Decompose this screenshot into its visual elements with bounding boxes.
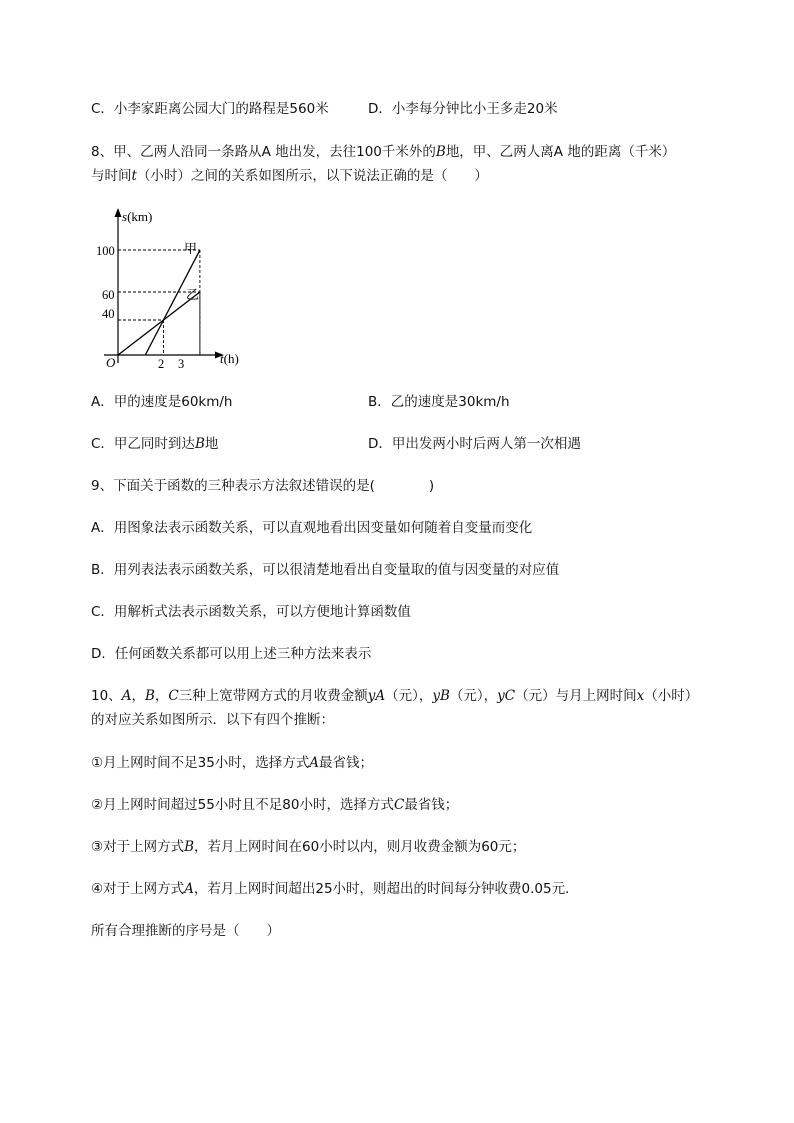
x-axis-label: t(h) <box>220 351 239 366</box>
series-label-yi: 乙 <box>186 288 200 303</box>
q8-var-b: B <box>435 144 446 160</box>
q8-graph <box>90 200 260 375</box>
q10-final-question: 所有合理推断的序号是（ ） <box>91 923 280 939</box>
q8-option-c-text: C．甲乙同时到达 <box>91 436 195 452</box>
q10-inference-1-var: A <box>309 755 320 771</box>
q10-number: 10、 <box>91 688 122 704</box>
q10-var-ya: yA <box>367 688 386 704</box>
q8-option-c-text2: 地 <box>204 436 219 452</box>
q10-var-c: C <box>168 688 179 704</box>
q8-var-t: t <box>131 168 137 184</box>
q10-inference-4-text2: ，若月上网时间超出25小时，则超出的时间每分钟收费0.05元． <box>193 881 579 897</box>
q8-stem2-text2: （小时）之间的关系如图所示，以下说法正确的是（ ） <box>136 168 488 184</box>
q10-stem-text3: （小时） <box>644 688 699 704</box>
q8-stem-line1 <box>91 142 675 162</box>
q10-var-x: x <box>636 688 645 704</box>
q10-inference-4-var: A <box>184 881 194 897</box>
q10-inference-4 <box>91 879 579 899</box>
q8-option-d: D．甲出发两小时后两人第一次相遇 <box>368 436 581 452</box>
q8-option-c-var: B <box>194 436 205 452</box>
y-tick-60: 60 <box>102 288 115 302</box>
q10-inference-2 <box>91 795 458 815</box>
x-tick-2: 2 <box>158 357 165 371</box>
q9-stem: 9、下面关于函数的三种表示方法叙述错误的是( ) <box>91 478 435 494</box>
q10-unit: （元）， <box>449 688 498 704</box>
q7-option-d: D．小李每分钟比小王多走20米 <box>368 101 558 117</box>
q8-stem-line2 <box>91 166 488 186</box>
q10-inference-3-text: ③对于上网方式 <box>91 839 185 855</box>
y-tick-100: 100 <box>96 244 115 258</box>
q7-option-c: C．小李家距离公园大门的路程是560米 <box>91 101 329 117</box>
q10-inference-4-text: ④对于上网方式 <box>91 881 185 897</box>
y-axis-label: s(km) <box>122 209 153 224</box>
y-tick-40: 40 <box>102 307 115 321</box>
q10-inference-2-var: C <box>393 797 405 813</box>
q10-inference-3-var: B <box>184 839 195 855</box>
q10-inference-3 <box>91 837 525 857</box>
y-axis-arrow <box>115 208 122 217</box>
q8-option-c <box>91 434 218 454</box>
q8-option-b: B．乙的速度是30km/h <box>368 394 510 410</box>
q10-unit: （元）， <box>385 688 433 704</box>
q8-stem-text2: 地，甲、乙两人离A 地的距离（千米） <box>445 144 676 160</box>
q10-inference-3-text2: ，若月上网时间在60小时以内，则月收费金额为60元； <box>194 839 526 855</box>
q10-var-b: B <box>144 688 155 704</box>
q10-stem-text: 三种上宽带网方式的月收费金额 <box>178 688 368 704</box>
q10-var-a: A <box>121 688 132 704</box>
q10-comma: ， <box>154 688 169 704</box>
q9-option-d: D．任何函数关系都可以用上述三种方法来表示 <box>91 646 372 662</box>
q9-option-a: A．用图象法表示函数关系，可以直观地看出因变量如何随着自变量而变化 <box>91 520 533 536</box>
q8-stem2-text: 与时间 <box>91 168 132 184</box>
series-label-jia: 甲 <box>184 242 198 257</box>
q10-stem-text2: （元）与月上网时间 <box>515 688 637 704</box>
q10-inference-1-text2: 最省钱； <box>319 755 374 771</box>
q9-option-b: B．用列表法表示函数关系，可以很清楚地看出自变量取的值与因变量的对应值 <box>91 562 560 578</box>
q10-var-yc: yC <box>497 688 516 704</box>
q10-comma: ， <box>131 688 145 704</box>
q8-option-a: A．甲的速度是60km/h <box>91 394 233 410</box>
q10-inference-2-text2: 最省钱； <box>404 797 459 813</box>
q10-inference-1-text: ①月上网时间不足35小时，选择方式 <box>91 755 310 771</box>
q10-inference-2-text: ②月上网时间超过55小时且不足80小时，选择方式 <box>91 797 394 813</box>
q10-var-yb: yB <box>432 688 450 704</box>
q10-stem-line2: 的对应关系如图所示．以下有四个推断： <box>91 712 334 728</box>
q8-stem-text: 8、甲、乙两人沿同一条路从A 地出发，去往100千米外的 <box>91 144 436 160</box>
q10-stem-line1 <box>91 686 698 706</box>
origin-label: O <box>106 355 116 370</box>
x-tick-3: 3 <box>178 357 185 371</box>
q10-inference-1 <box>91 753 373 773</box>
q9-option-c: C．用解析式法表示函数关系，可以方便地计算函数值 <box>91 604 411 620</box>
